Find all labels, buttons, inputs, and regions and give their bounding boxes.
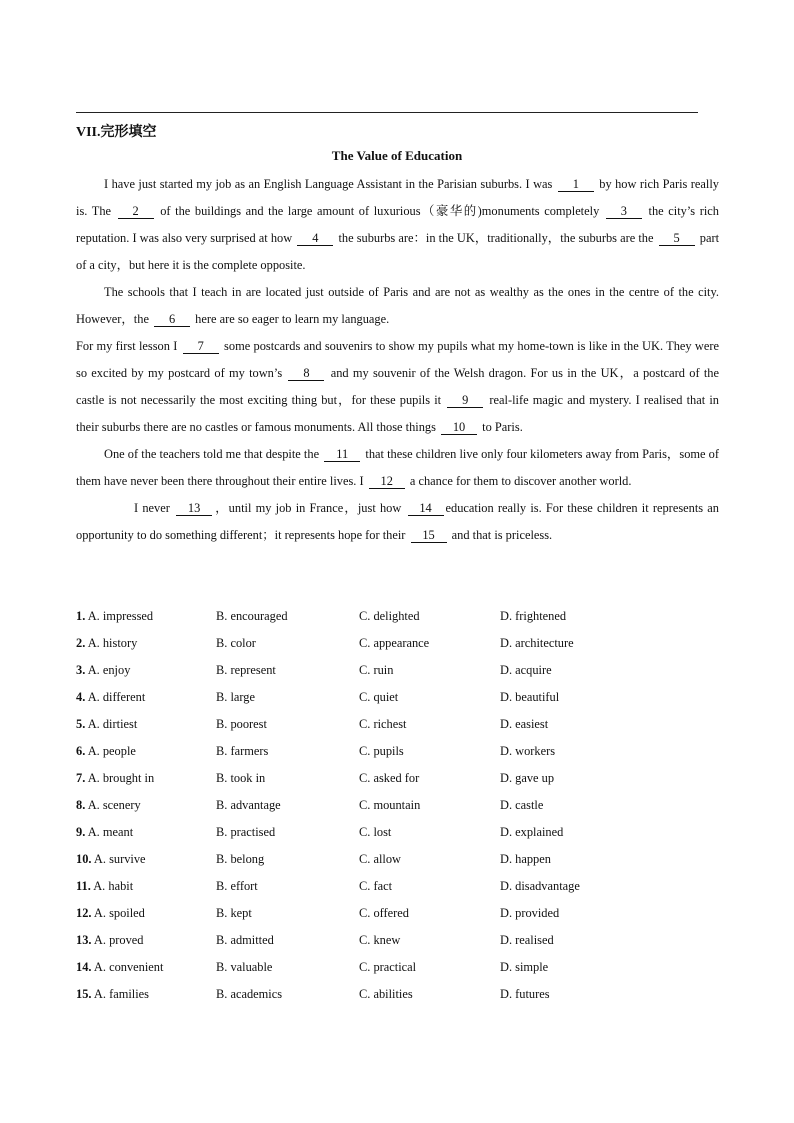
option-d: D. easiest <box>500 717 549 731</box>
question-number: 14. <box>76 960 92 974</box>
question-row <box>76 981 696 1008</box>
option-b: B. advantage <box>216 798 281 812</box>
blank-13: 13 <box>176 502 212 516</box>
option-a: 1. A. impressed <box>76 609 154 623</box>
option-d: D. acquire <box>500 663 552 677</box>
option-d: D. realised <box>500 933 554 947</box>
option-d: D. futures <box>500 987 550 1001</box>
question-number: 12. <box>76 906 92 920</box>
option-c: C. knew <box>359 933 401 947</box>
option-b: B. represent <box>216 663 276 677</box>
blank-2: 2 <box>118 205 154 219</box>
option-a: 11. A. habit <box>76 879 134 893</box>
question-number: 7. <box>76 771 86 785</box>
option-b: B. poorest <box>216 717 267 731</box>
option-a: 2. A. history <box>76 636 138 650</box>
option-d: D. frightened <box>500 609 567 623</box>
blank-15: 15 <box>411 529 447 543</box>
question-row <box>76 765 696 792</box>
option-b: B. practised <box>216 825 276 839</box>
blank-3: 3 <box>606 205 642 219</box>
option-a: 10. A. survive <box>76 852 146 866</box>
option-d: D. simple <box>500 960 549 974</box>
option-c: C. quiet <box>359 690 399 704</box>
option-c: C. fact <box>359 879 393 893</box>
option-b: B. kept <box>216 906 252 920</box>
question-row <box>76 927 696 954</box>
blank-14: 14 <box>408 502 444 516</box>
question-number: 3. <box>76 663 86 677</box>
question-number: 11. <box>76 879 91 893</box>
question-row <box>76 900 696 927</box>
header-rule <box>76 112 698 113</box>
option-b: B. encouraged <box>216 609 288 623</box>
option-c: C. practical <box>359 960 417 974</box>
option-c: C. ruin <box>359 663 394 677</box>
question-number: 8. <box>76 798 86 812</box>
blank-9: 9 <box>447 394 483 408</box>
option-b: B. took in <box>216 771 266 785</box>
question-number: 2. <box>76 636 86 650</box>
option-c: C. lost <box>359 825 392 839</box>
option-a: 13. A. proved <box>76 933 144 947</box>
blank-4: 4 <box>297 232 333 246</box>
option-b: B. academics <box>216 987 283 1001</box>
blank-5: 5 <box>659 232 695 246</box>
question-row <box>76 954 696 981</box>
option-c: C. offered <box>359 906 410 920</box>
option-d: D. provided <box>500 906 560 920</box>
option-d: D. explained <box>500 825 564 839</box>
option-a: 4. A. different <box>76 690 146 704</box>
paragraph-5: I never 13 ，until my job in France，just how 14 education really is. For these children it represents an opportunity to do something different；it represents hope for their 15 and that is priceless. <box>76 501 719 542</box>
question-number: 15. <box>76 987 92 1001</box>
option-a: 6. A. people <box>76 744 136 758</box>
question-row <box>76 792 696 819</box>
blank-7: 7 <box>183 340 219 354</box>
question-row <box>76 819 696 846</box>
question-number: 1. <box>76 609 86 623</box>
option-d: D. happen <box>500 852 551 866</box>
question-row <box>76 657 696 684</box>
option-b: B. admitted <box>216 933 274 947</box>
question-row <box>76 630 696 657</box>
passage-title: The Value of Education <box>331 148 463 163</box>
option-a: 15. A. families <box>76 987 149 1001</box>
option-b: B. farmers <box>216 744 269 758</box>
option-a: 7. A. brought in <box>76 771 155 785</box>
blank-1: 1 <box>558 178 594 192</box>
option-c: C. mountain <box>359 798 421 812</box>
option-a: 14. A. convenient <box>76 960 164 974</box>
option-c: C. abilities <box>359 987 413 1001</box>
answer-options <box>76 603 696 1008</box>
option-b: B. color <box>216 636 256 650</box>
option-a: 9. A. meant <box>76 825 134 839</box>
question-number: 6. <box>76 744 86 758</box>
option-c: C. richest <box>359 717 407 731</box>
question-number: 10. <box>76 852 92 866</box>
option-c: C. allow <box>359 852 401 866</box>
question-number: 4. <box>76 690 86 704</box>
option-a: 3. A. enjoy <box>76 663 131 677</box>
blank-11: 11 <box>324 448 360 462</box>
section-title: VII.完形填空 <box>76 125 157 140</box>
question-row <box>76 873 696 900</box>
option-c: C. delighted <box>359 609 420 623</box>
question-row <box>76 684 696 711</box>
question-row <box>76 846 696 873</box>
option-d: D. disadvantage <box>500 879 580 893</box>
option-d: D. workers <box>500 744 556 758</box>
passage <box>76 171 719 549</box>
option-d: D. beautiful <box>500 690 560 704</box>
option-d: D. gave up <box>500 771 555 785</box>
option-d: D. castle <box>500 798 544 812</box>
question-number: 13. <box>76 933 92 947</box>
question-number: 5. <box>76 717 86 731</box>
option-a: 5. A. dirtiest <box>76 717 138 731</box>
paragraph-4: One of the teachers told me that despite the 11 that these children live only four kilometers away from Paris，some of them have never been there throughout their entire lives. I 12 a chance for them to discover another world. <box>76 447 719 488</box>
option-c: C. appearance <box>359 636 430 650</box>
option-d: D. architecture <box>500 636 574 650</box>
paragraph-2: The schools that I teach in are located just outside of Paris and are not as wealthy as the ones in the centre of the city. However，the 6 here are so eager to learn my language. <box>76 285 719 326</box>
option-b: B. belong <box>216 852 265 866</box>
question-row <box>76 711 696 738</box>
paragraph-1: I have just started my job as an English Language Assistant in the Parisian suburbs. I was 1 by how rich Paris really is. The 2 of the buildings and the large amount of luxurious（豪华的)monuments completely 3 the city’s rich reputation. I was also very surprised at how 4 the suburbs are：in the UK，traditionally，the suburbs are the 5 part of a city，but here it is the complete opposite. <box>76 177 720 272</box>
option-a: 12. A. spoiled <box>76 906 145 920</box>
option-b: B. effort <box>216 879 258 893</box>
blank-12: 12 <box>369 475 405 489</box>
blank-10: 10 <box>441 421 477 435</box>
option-c: C. pupils <box>359 744 404 758</box>
option-b: B. large <box>216 690 255 704</box>
question-number: 9. <box>76 825 86 839</box>
blank-6: 6 <box>154 313 190 327</box>
paragraph-3: For my first lesson I 7 some postcards and souvenirs to show my pupils what my home-town is like in the UK. They were so excited by my postcard of my town’s 8 and my souvenir of the Welsh dragon. For us in the UK，a postcard of the castle is not necessarily the most exciting thing but，for these pupils it 9 real-life magic and mystery. I realised that in their suburbs there are no castles or famous monuments. All those things 10 to Paris. <box>76 339 719 434</box>
option-b: B. valuable <box>216 960 273 974</box>
option-c: C. asked for <box>359 771 420 785</box>
question-row <box>76 603 696 630</box>
blank-8: 8 <box>288 367 324 381</box>
option-a: 8. A. scenery <box>76 798 141 812</box>
question-row <box>76 738 696 765</box>
